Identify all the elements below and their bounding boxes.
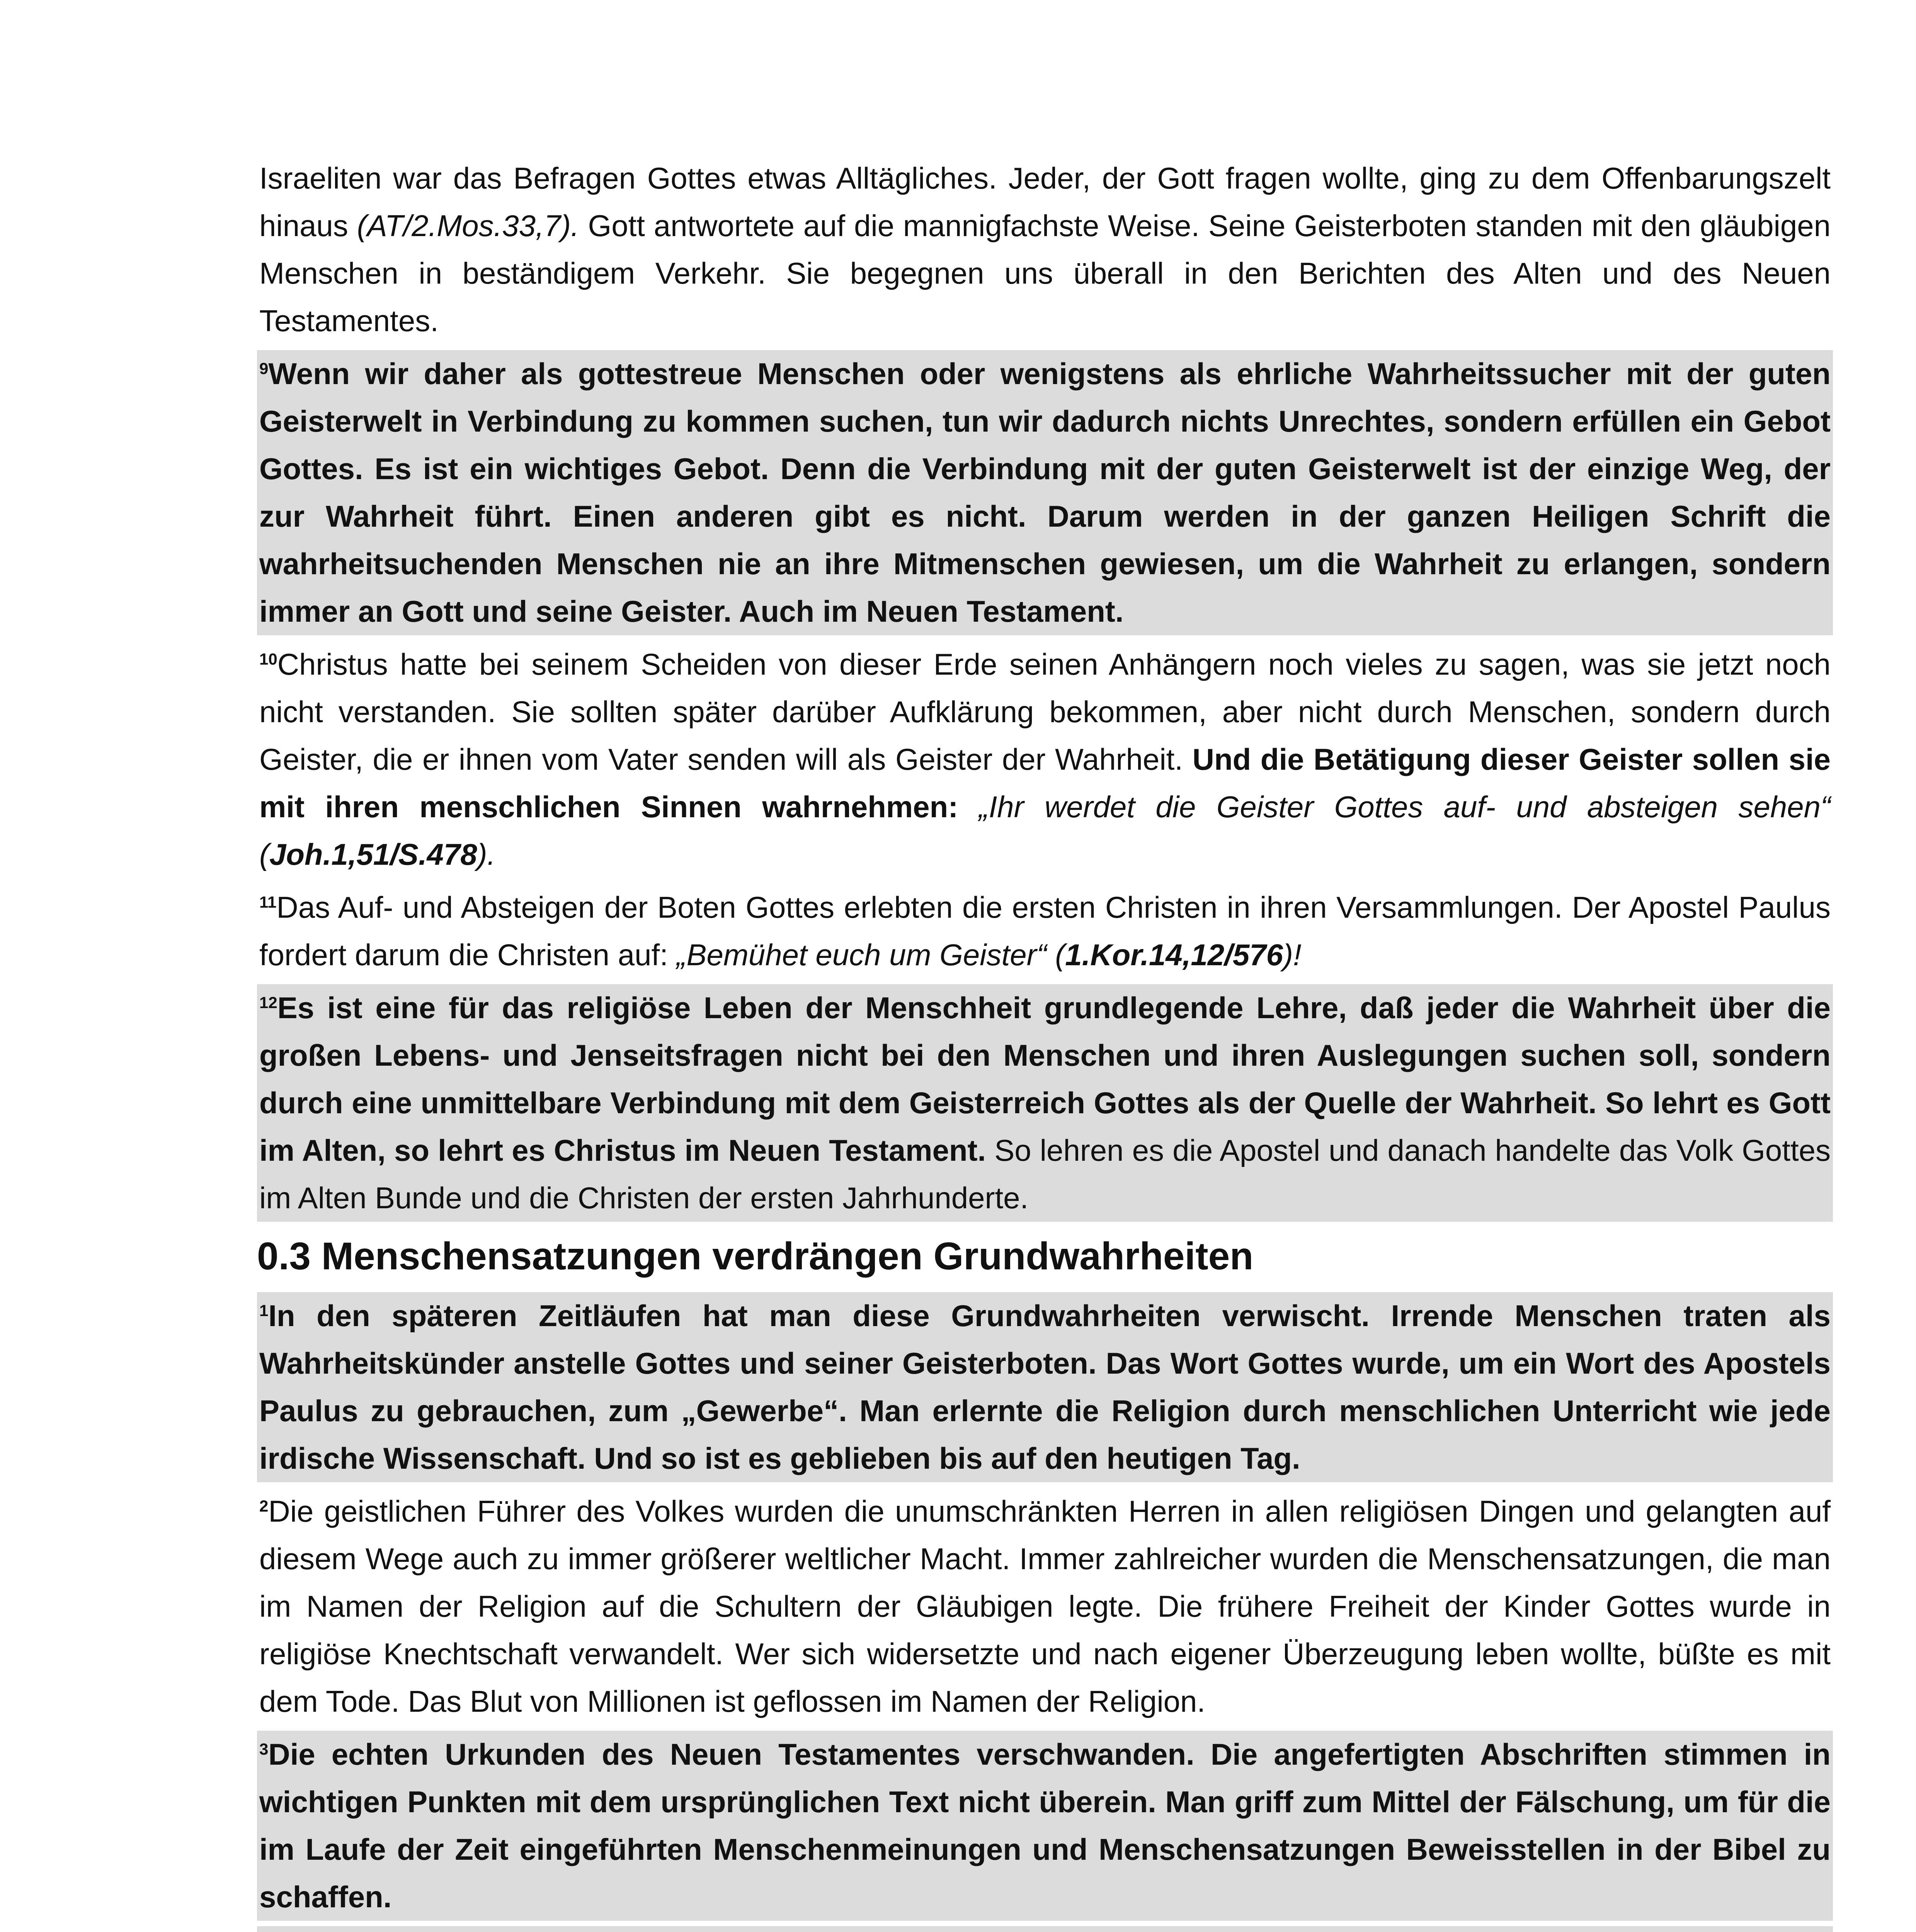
text: In den späteren Zeitläufen hat man diese Grundwahrheiten verwischt. Irrende Menschen traten als Wahrheitskünder anstelle Gottes und seiner Geisterboten. Das Wort Gottes wurde, um ein Wort des Apostels Paulus zu gebrauchen, zum „Gewerbe“. Man erlernte die Religion durch menschlichen Unterricht wie jede irdische Wissenschaft. Und so ist es geblieben bis auf den heutigen Tag. xyxy=(259,1299,1831,1475)
verse-number: 11 xyxy=(259,893,277,911)
text: )! xyxy=(1283,938,1302,972)
paragraph-s1 xyxy=(257,1292,1833,1482)
paragraph-9 xyxy=(257,350,1833,635)
text: ). xyxy=(477,837,496,871)
section-heading: 0.3 Menschensatzungen verdrängen Grundwahrheiten xyxy=(257,1235,1254,1278)
paragraph-intro xyxy=(257,155,1833,345)
text: Gott antwortete auf die mannigfachste Weise. Seine Geisterboten standen mit den gläubigen Menschen in beständigem Verkehr. Sie begegnen uns überall in den Berichten des Alten und des Neuen Testamentes. xyxy=(259,209,1831,338)
text: Die echten Urkunden des Neuen Testamentes verschwanden. Die angefertigten Abschriften stimmen in wichtigen Punkten mit dem ursprünglichen Text nicht überein. Man griff zum Mittel der Fälschung, um für die im Laufe der Zeit eingeführten Menschenmeinungen und Menschensatzungen Beweisstellen in der Bibel zu schaffen. xyxy=(259,1737,1831,1914)
bible-reference: (AT/2.Mos.33,7). xyxy=(357,209,579,243)
paragraph-s3 xyxy=(257,1731,1833,1921)
bible-reference: Joh.1,51/S.478 xyxy=(269,837,477,871)
bold-text: Es ist eine für das religiöse Leben der Menschheit grundlegende Lehre, daß jeder die Wahrheit über die großen Lebens- und Jenseitsfragen nicht bei den Menschen und ihren Auslegungen suchen soll, sondern durch eine unmittelbare Verbindung mit dem Geisterreich Gottes als der Quelle der Wahrheit. So lehrt es Gott im Alten, so lehrt es Christus im Neuen Testament. xyxy=(259,991,1831,1167)
verse-number: 10 xyxy=(259,650,277,668)
paragraph-12 xyxy=(257,984,1833,1222)
paragraph-s2 xyxy=(257,1488,1833,1725)
text: So lehren es die Apostel und danach handelte das Volk Gottes im Alten Bunde und die Christen der ersten Jahrhunderte. xyxy=(259,1133,1831,1215)
verse-number: 12 xyxy=(259,993,277,1012)
paragraph-s4 xyxy=(257,1926,1833,1932)
text: Israeliten war das Befragen Gottes etwas Alltägliches. Jeder, der Gott fragen wollte, ging zu dem Offenbarungszelt hinaus xyxy=(259,161,1831,243)
verse-number: 2 xyxy=(259,1497,269,1515)
quote: „Bemühet euch um Geister“ ( xyxy=(676,938,1065,972)
bold-text: Und die Betätigung dieser Geister sollen sie mit ihren menschlichen Sinnen wahrnehmen: xyxy=(259,742,1831,824)
text: Wenn wir daher als gottestreue Menschen oder wenigstens als ehrliche Wahrheitssucher mit der guten Geisterwelt in Verbindung zu kommen suchen, tun wir dadurch nichts Unrechtes, sondern erfüllen ein Gebot Gottes. Es ist ein wichtiges Gebot. Denn die Verbindung mit der guten Geisterwelt ist der einzige Weg, der zur Wahrheit führt. Einen anderen gibt es nicht. Darum werden in der ganzen Heiligen Schrift die wahrheitsuchenden Menschen nie an ihre Mitmenschen gewiesen, um die Wahrheit zu erlangen, sondern immer an Gott und seine Geister. Auch im Neuen Testament. xyxy=(259,357,1831,628)
verse-number: 9 xyxy=(259,359,269,378)
text: Die geistlichen Führer des Volkes wurden die unumschränkten Herren in allen religiösen Dingen und gelangten auf diesem Wege auch zu immer größerer weltlicher Macht. Immer zahlreicher wurden die Menschensatzungen, die man im Namen der Religion auf die Schultern der Gläubigen legte. Die frühere Freiheit der Kinder Gottes wurde in religiöse Knechtschaft verwandelt. Wer sich widersetzte und nach eigener Überzeugung leben wollte, büßte es mit dem Tode. Das Blut von Millionen ist geflossen im Namen der Religion. xyxy=(259,1494,1831,1718)
document-page xyxy=(257,155,1833,1932)
paragraph-10 xyxy=(257,641,1833,878)
quote: „Ihr werdet die Geister Gottes auf- und absteigen sehen“ ( xyxy=(259,790,1831,871)
verse-number: 1 xyxy=(259,1301,269,1320)
text: Christus hatte bei seinem Scheiden von dieser Erde seinen Anhängern noch vieles zu sagen, was sie jetzt noch nicht verstanden. Sie sollten später darüber Aufklärung bekommen, aber nicht durch Menschen, sondern durch Geister, die er ihnen vom Vater senden will als Geister der Wahrheit. xyxy=(259,647,1831,776)
paragraph-11 xyxy=(257,884,1833,979)
bible-reference: 1.Kor.14,12/576 xyxy=(1065,938,1283,972)
text: Das Auf- und Absteigen der Boten Gottes erlebten die ersten Christen in ihren Versammlungen. Der Apostel Paulus fordert darum die Christen auf: xyxy=(259,890,1831,972)
verse-number: 3 xyxy=(259,1740,269,1758)
